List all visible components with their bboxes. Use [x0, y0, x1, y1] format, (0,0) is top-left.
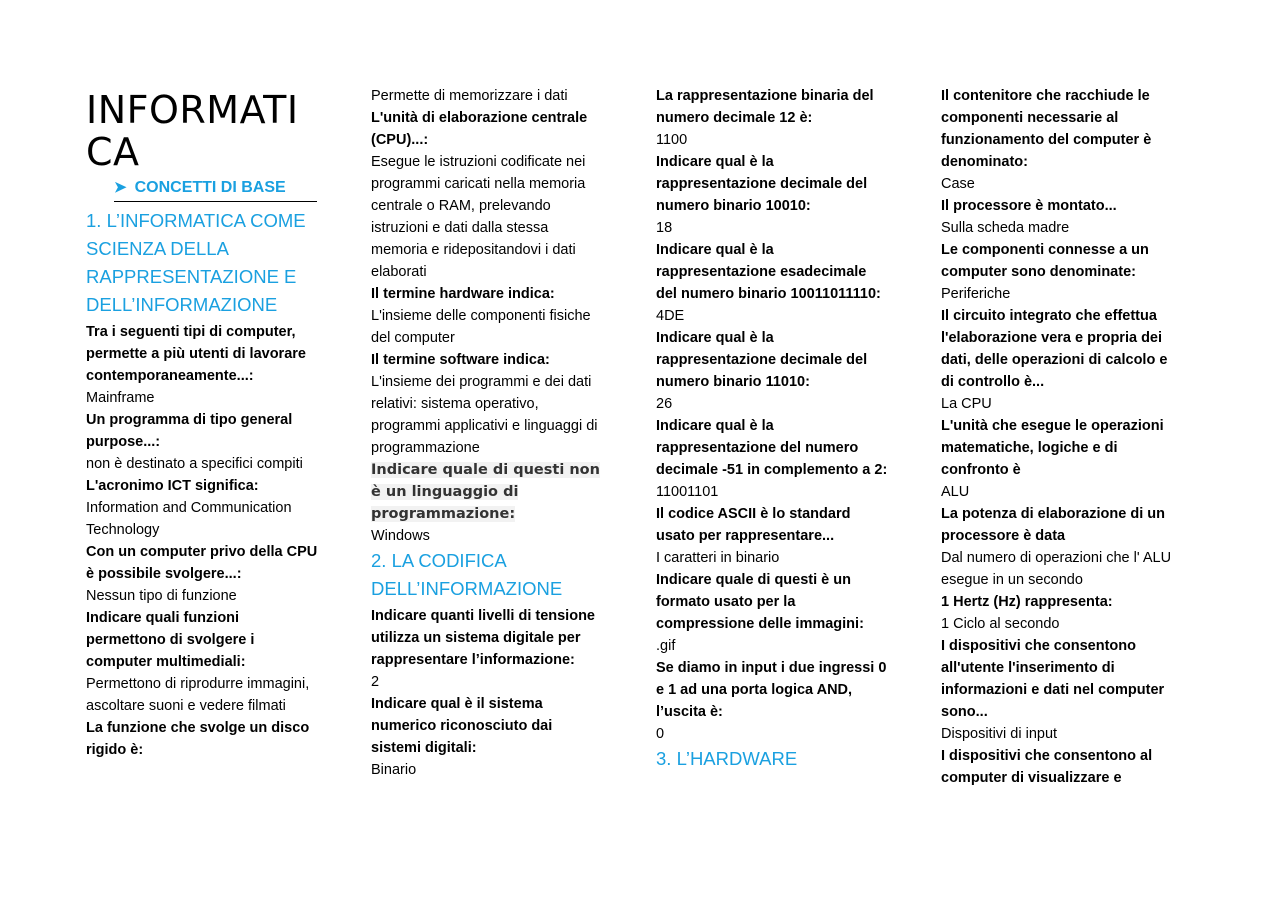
arrow-bullet-icon: ➤: [114, 179, 127, 196]
qa-item: [86, 541, 321, 607]
question-text: Il termine software indica:: [371, 352, 550, 368]
answer-text: 26: [656, 396, 673, 412]
question-text: Un programma di tipo general purpose...:: [86, 412, 293, 450]
answer-text: Esegue le istruzioni codificate nei programmi caricati nella memoria centrale o RAM, prelevando istruzioni e dati dalla stessa memoria e ridepositandovi i dati elaborati: [371, 154, 586, 280]
question-text: Il codice ASCII è lo standard usato per rappresentare...: [656, 506, 851, 544]
question-text: L'acronimo ICT significa:: [86, 478, 259, 494]
qa-item: [941, 503, 1176, 591]
qa-item: [371, 85, 606, 107]
answer-text: I caratteri in binario: [656, 550, 780, 566]
qa-item: [86, 321, 321, 409]
heading-3: 3. L’HARDWARE: [656, 748, 798, 769]
qa-item: [941, 745, 1176, 789]
question-text: Indicare quanti livelli di tensione utilizza un sistema digitale per rappresentare l’informazione:: [371, 608, 595, 668]
qa-item: [656, 503, 891, 569]
column-2: [371, 85, 606, 781]
question-text: Indicare qual è la rappresentazione esadecimale del numero binario 10011011110:: [656, 242, 881, 302]
qa-item: [86, 409, 321, 475]
answer-text: Sulla scheda madre: [941, 220, 1070, 236]
qa-item: [941, 239, 1176, 305]
qa-item: [656, 415, 891, 503]
qa-item: [656, 85, 891, 151]
question-text-highlighted: Indicare quale di questi non è un linguaggio di programmazione:: [371, 462, 600, 522]
question-text: Tra i seguenti tipi di computer, permette a più utenti di lavorare contemporaneamente...:: [86, 324, 306, 384]
answer-text: ALU: [941, 484, 970, 500]
qa-list-col2-top: [371, 85, 606, 459]
question-text: I dispositivi che consentono al computer di visualizzare e: [941, 748, 1153, 786]
qa-list-col1: [86, 321, 321, 761]
column-4: [941, 85, 1176, 789]
qa-item: [941, 415, 1176, 503]
answer-text: 11001101: [656, 484, 719, 500]
answer-text: 18: [656, 220, 673, 236]
question-text: Le componenti connesse a un computer sono denominate:: [941, 242, 1149, 280]
question-text: Il contenitore che racchiude le componenti necessarie al funzionamento del computer è denominato:: [941, 88, 1152, 170]
document-title: [86, 89, 321, 173]
section-concetti-label: CONCETTI DI BASE: [134, 179, 286, 196]
answer-text: Information and Communication Technology: [86, 500, 292, 538]
qa-item: [941, 195, 1176, 239]
qa-item: [86, 717, 321, 761]
answer-text: Case: [941, 176, 975, 192]
answer-text: 4DE: [656, 308, 685, 324]
question-text: Il processore è montato...: [941, 198, 1117, 214]
answer-text: Dispositivi di input: [941, 726, 1058, 742]
answer-text: Windows: [371, 528, 430, 544]
answer-text: Permettono di riprodurre immagini, ascoltare suoni e vedere filmati: [86, 676, 310, 714]
question-text: La funzione che svolge un disco rigido è:: [86, 720, 310, 758]
answer-text: Mainframe: [86, 390, 155, 406]
question-text: Indicare quali funzioni permettono di svolgere i computer multimediali:: [86, 610, 255, 670]
section-concetti-di-base: [114, 177, 317, 202]
answer-text: La CPU: [941, 396, 992, 412]
qa-list-col3: [656, 85, 891, 745]
question-text: Indicare qual è la rappresentazione decimale del numero binario 10010:: [656, 154, 868, 214]
answer-text: 2: [371, 674, 380, 690]
answer-text: Periferiche: [941, 286, 1011, 302]
qa-item: [371, 693, 606, 781]
qa-item: [86, 475, 321, 541]
question-text: Con un computer privo della CPU è possibile svolgere...:: [86, 544, 318, 582]
answer-text: Nessun tipo di funzione: [86, 588, 237, 604]
answer-text: 1 Ciclo al secondo: [941, 616, 1060, 632]
question-text: Indicare qual è il sistema numerico riconosciuto dai sistemi digitali:: [371, 696, 553, 756]
question-text: Indicare qual è la rappresentazione del numero decimale -51 in complemento a 2:: [656, 418, 888, 478]
question-text: L'unità di elaborazione centrale (CPU)...:: [371, 110, 588, 148]
answer-text: L'insieme dei programmi e dei dati relativi: sistema operativo, programmi applicativi e linguaggi di programmazione: [371, 374, 598, 456]
question-text: Indicare quale di questi è un formato usato per la compressione delle immagini:: [656, 572, 864, 632]
question-text: La potenza di elaborazione di un processore è data: [941, 506, 1165, 544]
answer-text: Permette di memorizzare i dati: [371, 88, 568, 104]
title-line-1: INFORMATI: [86, 88, 299, 132]
answer-text: .gif: [656, 638, 676, 654]
answer-text: non è destinato a specifici compiti: [86, 456, 303, 472]
qa-item: [656, 327, 891, 415]
answer-text: 0: [656, 726, 665, 742]
qa-item: [656, 569, 891, 657]
qa-item: [941, 591, 1176, 635]
qa-item: [371, 283, 606, 349]
qa-item: [941, 85, 1176, 195]
qa-item: [371, 107, 606, 283]
qa-list-col4: [941, 85, 1176, 789]
answer-text: L'insieme delle componenti fisiche del computer: [371, 308, 591, 346]
question-text: La rappresentazione binaria del numero decimale 12 è:: [656, 88, 874, 126]
heading-1: 1. L’INFORMATICA COME SCIENZA DELLA RAPPRESENTAZIONE E DELL’INFORMAZIONE: [86, 210, 306, 315]
qa-item: [941, 305, 1176, 415]
qa-item: [86, 607, 321, 717]
title-line-2: CA: [86, 130, 140, 174]
column-3: [656, 85, 891, 775]
question-text: Se diamo in input i due ingressi 0 e 1 ad una porta logica AND, l’uscita è:: [656, 660, 887, 720]
question-text: Il termine hardware indica:: [371, 286, 555, 302]
question-text: 1 Hertz (Hz) rappresenta:: [941, 594, 1113, 610]
column-1: [86, 85, 321, 761]
heading-2: 2. LA CODIFICA DELL’INFORMAZIONE: [371, 550, 563, 599]
question-text: Il circuito integrato che effettua l'elaborazione vera e propria dei dati, delle operazioni di calcolo e di controllo è...: [941, 308, 1168, 390]
qa-list-col2-bottom: [371, 605, 606, 781]
qa-item: [371, 605, 606, 693]
answer-text: 1100: [656, 132, 688, 148]
question-text: I dispositivi che consentono all'utente l'inserimento di informazioni e dati nel computer sono...: [941, 638, 1165, 720]
qa-item: [656, 239, 891, 327]
qa-item: [656, 151, 891, 239]
qa-item: [371, 349, 606, 459]
qa-item-programming-language: [371, 459, 606, 547]
question-text: Indicare qual è la rappresentazione decimale del numero binario 11010:: [656, 330, 868, 390]
answer-text: Dal numero di operazioni che l' ALU esegue in un secondo: [941, 550, 1172, 588]
qa-item: [941, 635, 1176, 745]
answer-text: Binario: [371, 762, 417, 778]
qa-item: [656, 657, 891, 745]
question-text: L'unità che esegue le operazioni matematiche, logiche e di confronto è: [941, 418, 1164, 478]
